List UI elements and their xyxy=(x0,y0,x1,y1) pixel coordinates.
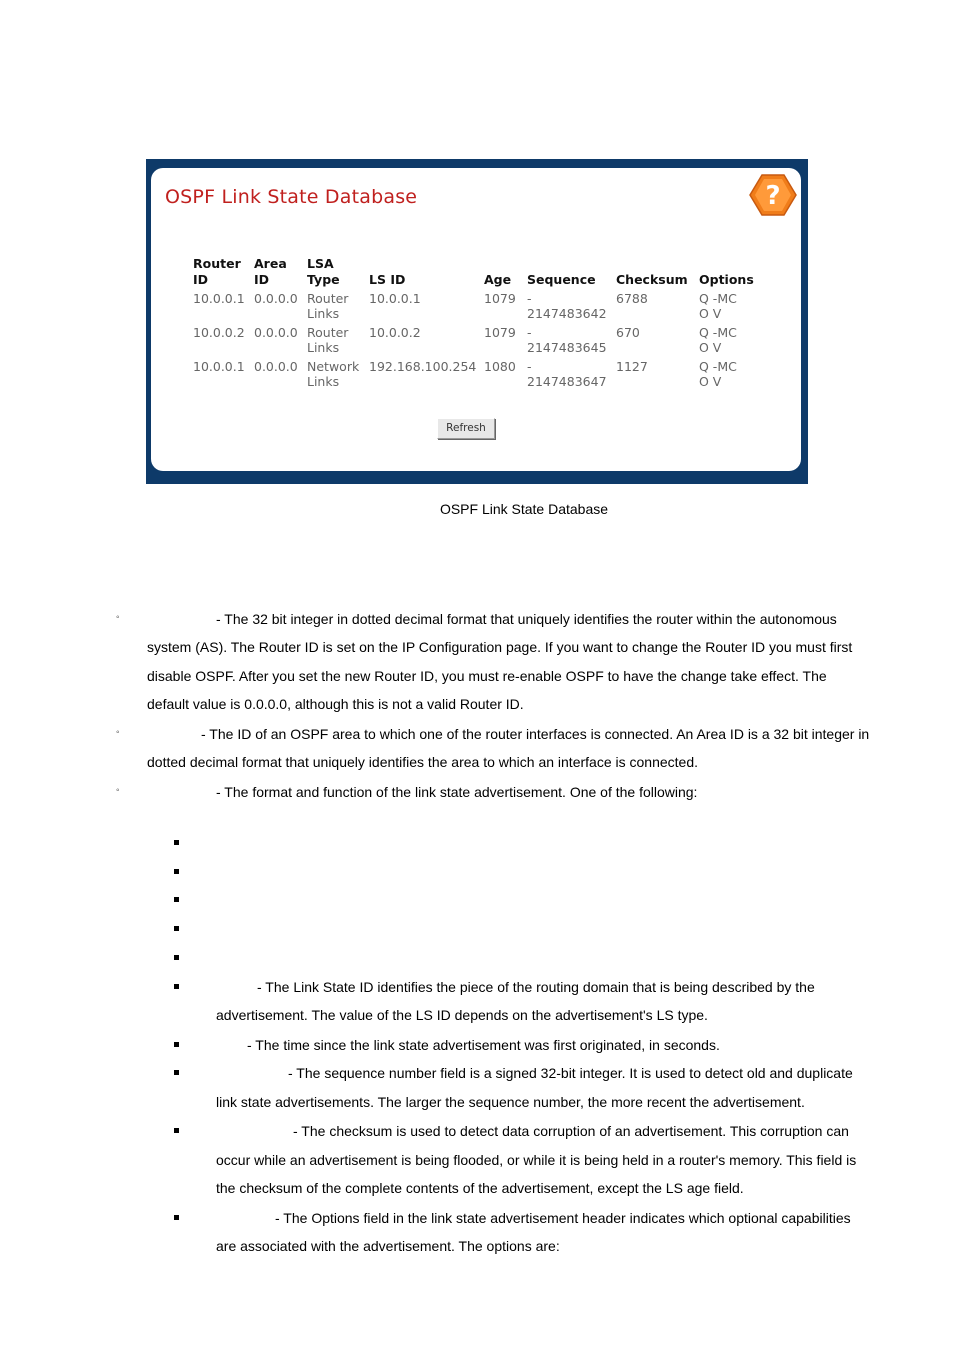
ls-id-desc-line: advertisement. The value of the LS ID depends on the advertisement's LS type. xyxy=(216,1007,708,1023)
options-desc-line: are associated with the advertisement. The options are: xyxy=(216,1238,560,1254)
figure-caption: OSPF Link State Database xyxy=(439,501,609,517)
header-area-id: Area ID xyxy=(254,256,287,287)
sequence-desc-line: link state advertisements. The larger the sequence number, the more recent the advertisement. xyxy=(216,1094,805,1110)
header-age: Age xyxy=(484,272,512,287)
help-question-icon[interactable] xyxy=(749,173,797,217)
header-lsa-type: LSA Type xyxy=(307,256,340,287)
checksum-desc-line: the checksum of the complete contents of the advertisement, except the LS age field. xyxy=(216,1180,744,1196)
cell-router-id: 10.0.0.2 xyxy=(193,325,245,340)
router-id-desc-line: disable OSPF. After you set the new Router ID, you must re-enable OSPF to have the change take effect. The xyxy=(147,668,827,684)
cell-lsa-type: Network Links xyxy=(307,359,360,389)
header-router-id: Router ID xyxy=(193,256,241,287)
router-id-desc-line: default value is 0.0.0.0, although this is not a valid Router ID. xyxy=(147,696,524,712)
checksum-desc-line: occur while an advertisement is being flooded, or while it is being held in a router's memory. This field is xyxy=(216,1152,857,1168)
checksum-desc-line: - The checksum is used to detect data corruption of an advertisement. This corruption can xyxy=(293,1123,849,1139)
table-row xyxy=(193,324,761,358)
cell-options: Q -MC O V xyxy=(699,291,737,321)
circle-bullet: ◦ xyxy=(116,785,120,796)
ospf-screenshot-panel xyxy=(146,159,808,484)
cell-lsa-type: Router Links xyxy=(307,325,349,355)
square-bullet xyxy=(174,984,179,989)
cell-ls-id: 10.0.0.2 xyxy=(369,325,421,340)
square-bullet xyxy=(174,1070,179,1075)
cell-router-id: 10.0.0.1 xyxy=(193,359,245,374)
square-bullet xyxy=(174,869,179,874)
header-sequence: Sequence xyxy=(527,272,596,287)
lsa-type-desc-line: - The format and function of the link state advertisement. One of the following: xyxy=(216,784,698,800)
header-ls-id: LS ID xyxy=(369,272,406,287)
circle-bullet: ◦ xyxy=(116,727,120,738)
page-title: OSPF Link State Database xyxy=(165,186,418,208)
header-checksum: Checksum xyxy=(616,272,688,287)
square-bullet xyxy=(174,840,179,845)
ls-id-desc-line: - The Link State ID identifies the piece of the routing domain that is being described by the xyxy=(257,979,815,995)
cell-age: 1079 xyxy=(484,325,516,340)
router-id-desc-line: - The 32 bit integer in dotted decimal format that uniquely identifies the router within the autonomous xyxy=(216,611,837,627)
square-bullet xyxy=(174,1042,179,1047)
square-bullet xyxy=(174,926,179,931)
cell-options: Q -MC O V xyxy=(699,325,737,355)
cell-area-id: 0.0.0.0 xyxy=(254,325,298,340)
table-row xyxy=(193,358,761,392)
cell-ls-id: 192.168.100.254 xyxy=(369,359,477,374)
lsdb-table xyxy=(193,256,761,392)
cell-lsa-type: Router Links xyxy=(307,291,349,321)
options-desc-line: - The Options field in the link state advertisement header indicates which optional capabilities xyxy=(275,1210,851,1226)
table-row xyxy=(193,290,761,324)
router-id-desc-line: system (AS). The Router ID is set on the IP Configuration page. If you want to change the Router ID you must first xyxy=(147,639,853,655)
cell-area-id: 0.0.0.0 xyxy=(254,291,298,306)
cell-age: 1080 xyxy=(484,359,516,374)
cell-sequence: - 2147483642 xyxy=(527,291,607,321)
cell-sequence: - 2147483647 xyxy=(527,359,607,389)
refresh-button[interactable]: Refresh xyxy=(437,418,495,439)
cell-router-id: 10.0.0.1 xyxy=(193,291,245,306)
age-desc-line: - The time since the link state advertisement was first originated, in seconds. xyxy=(247,1037,720,1053)
area-id-desc-line: - The ID of an OSPF area to which one of the router interfaces is connected. An Area ID is a 32 bit integer in xyxy=(201,726,870,742)
cell-options: Q -MC O V xyxy=(699,359,737,389)
cell-checksum: 670 xyxy=(616,325,640,340)
square-bullet xyxy=(174,897,179,902)
cell-sequence: - 2147483645 xyxy=(527,325,607,355)
cell-area-id: 0.0.0.0 xyxy=(254,359,298,374)
area-id-desc-line: dotted decimal format that uniquely identifies the area to which an interface is connected. xyxy=(147,754,698,770)
header-options: Options xyxy=(699,272,754,287)
table-header-row xyxy=(193,256,761,290)
square-bullet xyxy=(174,955,179,960)
sequence-desc-line: - The sequence number field is a signed 32-bit integer. It is used to detect old and duplicate xyxy=(288,1065,853,1081)
svg-text:?: ? xyxy=(765,181,781,211)
cell-ls-id: 10.0.0.1 xyxy=(369,291,421,306)
cell-checksum: 1127 xyxy=(616,359,648,374)
square-bullet xyxy=(174,1128,179,1133)
square-bullet xyxy=(174,1215,179,1220)
cell-age: 1079 xyxy=(484,291,516,306)
circle-bullet: ◦ xyxy=(116,612,120,623)
cell-checksum: 6788 xyxy=(616,291,648,306)
panel-content xyxy=(151,168,801,471)
